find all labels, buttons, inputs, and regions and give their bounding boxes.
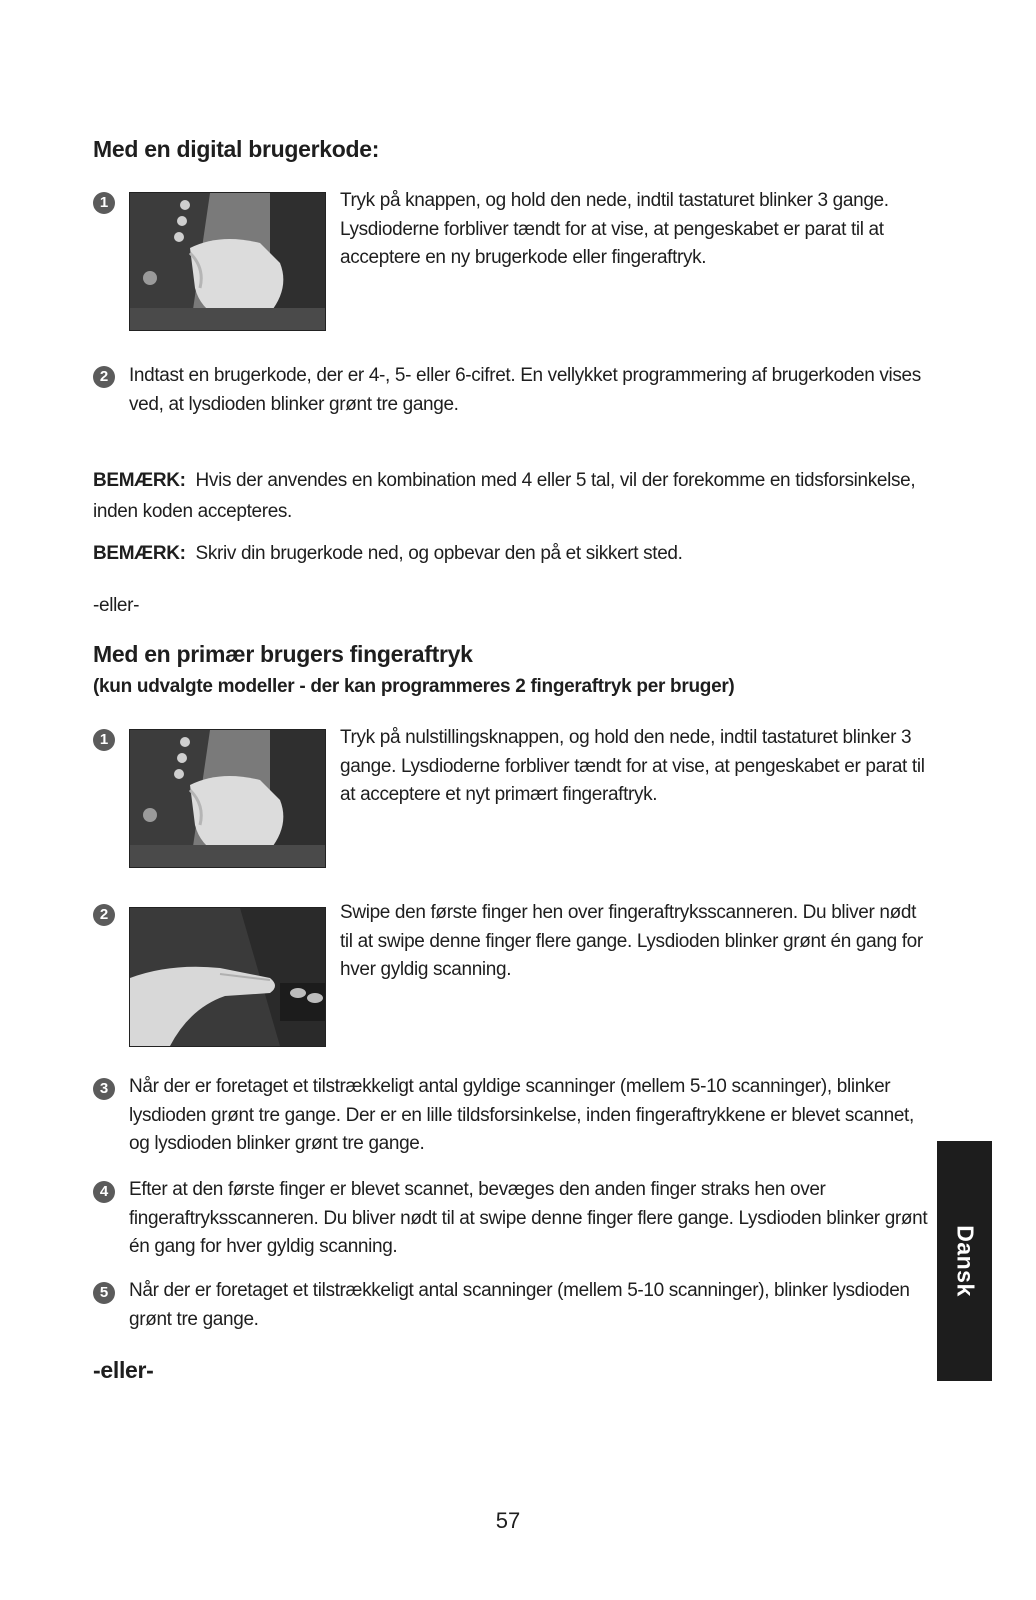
- section-subtitle: (kun udvalgte modeller - der kan programmeres 2 fingeraftryk per bruger): [93, 676, 735, 697]
- section-title-digital-code: Med en digital brugerkode:: [93, 136, 380, 162]
- or-separator: -eller-: [93, 595, 140, 616]
- step-text: Når der er foretaget et tilstrækkeligt antal scanninger (mellem 5-10 scanninger), blinker lysdioden grønt tre gange.: [129, 1280, 910, 1330]
- step-text: Indtast en brugerkode, der er 4-, 5- eller 6-cifret. En vellykket programmering af brugerkoden vises ved, at lysdioden blinker grønt tre gange.: [129, 365, 921, 415]
- language-tab-label: Dansk: [952, 1225, 978, 1297]
- step-badge: 4: [93, 1181, 115, 1203]
- step-text: Tryk på knappen, og hold den nede, indtil tastaturet blinker 3 gange. Lysdioderne forbliver tændt for at vise, at pengeskabet er parat til at acceptere en ny brugerkode eller fingeraftryk.: [340, 190, 889, 268]
- finger-swiping-scanner-photo: [129, 907, 326, 1047]
- note: [93, 538, 943, 569]
- step-text: Når der er foretaget et tilstrækkeligt antal gyldige scanninger (mellem 5-10 scanninger), blinker lysdioden grønt tre gange. Der er en lille tildsforsinkelse, inden fingeraftrykkene er blevet scannet, og lysdioden blinker grønt tre gange.: [129, 1076, 914, 1154]
- note-label: BEMÆRK:: [93, 470, 186, 491]
- page-number: 57: [495, 1508, 521, 1533]
- language-tab: [937, 1141, 992, 1381]
- step-text: Tryk på nulstillingsknappen, og hold den nede, indtil tastaturet blinker 3 gange. Lysdioderne forbliver tændt for at vise, at pengeskabet er parat til at acceptere et nyt primært fingeraftryk.: [340, 727, 925, 805]
- step-badge: 2: [93, 904, 115, 926]
- step-badge: 3: [93, 1078, 115, 1100]
- note-text: Skriv din brugerkode ned, og opbevar den på et sikkert sted.: [195, 543, 683, 564]
- step-text: Swipe den første finger hen over fingeraftryksscanneren. Du bliver nødt til at swipe denne finger flere gange. Lysdioden blinker grønt én gang for hver gyldig scanning.: [340, 902, 923, 980]
- section-title-fingerprint: Med en primær brugers fingeraftryk: [93, 641, 473, 667]
- or-separator-bold: -eller-: [93, 1357, 154, 1383]
- step-badge: 5: [93, 1282, 115, 1304]
- hand-pressing-button-photo: [129, 192, 326, 331]
- step-badge: 1: [93, 192, 115, 214]
- step-badge: 2: [93, 366, 115, 388]
- step-text: Efter at den første finger er blevet scannet, bevæges den anden finger straks hen over fingeraftryksscanneren. Du bliver nødt til at swipe denne finger flere gange. Lysdioden blinker grønt én gang for hver gyldig scanning.: [129, 1179, 928, 1257]
- note-text: Hvis der anvendes en kombination med 4 eller 5 tal, vil der forekomme en tidsforsinkelse, inden koden accepteres.: [93, 470, 916, 522]
- note: [93, 465, 943, 527]
- step-badge: 1: [93, 729, 115, 751]
- note-label: BEMÆRK:: [93, 543, 186, 564]
- hand-pressing-button-photo: [129, 729, 326, 868]
